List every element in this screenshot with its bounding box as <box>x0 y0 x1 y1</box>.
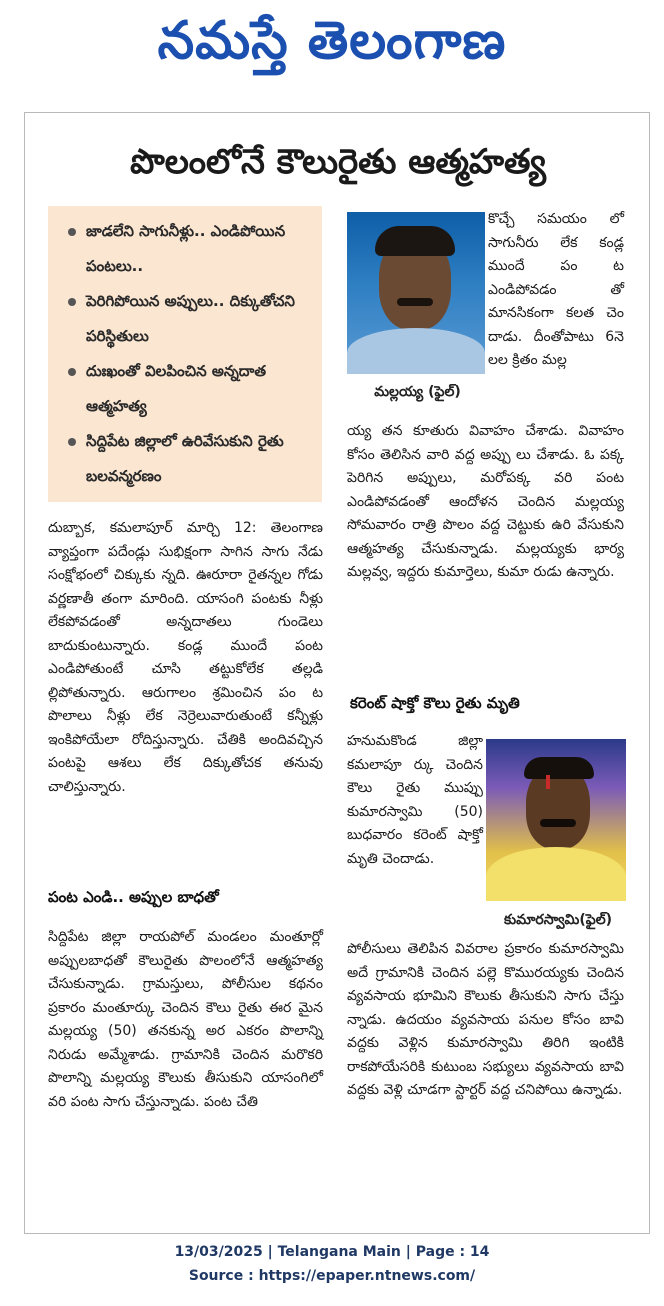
right-second-continued <box>347 938 624 1103</box>
body-text: సిద్దిపేట జిల్లా రాయపోల్ మండలం మంతూర్లో అప్పులబాధతో కౌలురైతు పొలంలోనే ఆత్మహత్య చేసుకున్నాడు. గ్రామస్తులు, పోలీసుల కథనం ప్రకారం మంతూర్కు చెందిన కౌలు రైతు ఈర మైన మల్లయ్య (50) తనకున్న అర ఎకరం పొలాన్ని నిరుడు అమ్మేశాడు. గ్రామానికి చెందిన మరొకరి పొలాన్ని మల్లయ్య కౌలుకు తీసుకుని యాసంగిలో వరి పంట సాగు చేస్తున్నాడు. పంట చేతి <box>48 929 323 1110</box>
subhead-current-shock: కరెంట్ షాక్తో కౌలు రైతు మృతి <box>350 694 520 712</box>
photo2-caption: కుమారస్వామి(ఫైల్) <box>503 912 613 928</box>
right-column-continued <box>347 420 624 585</box>
article-headline: పొలంలోనే కౌలురైతు ఆత్మహత్య <box>130 142 546 182</box>
mallaiah-photo <box>347 212 485 374</box>
left-column-second <box>48 926 323 1114</box>
highlight-item: సిద్దిపేట జిల్లాలో ఉరివేసుకుని రైతు బలవన్మరణం <box>66 424 314 494</box>
body-text: దుబ్బాక, కమలాపూర్ మార్చి 12: తెలంగాణ వ్యాప్తంగా పదేండ్లు సుభిక్షంగా సాగిన సాగు నేడు సంక్షోభంలో చిక్కుకు న్నది. ఊరూరా రైతన్నల గోడు వర్ణణాతీ తంగా మారింది. యాసంగి పంటకు నీళ్లు లేకపోవడంతో అన్నదాతలు గుండెలు బాదుకుంటున్నారు. కండ్ల ముందే పంట ఎండిపోతుంటే చూసి తట్టుకోలేక తల్లడి ల్లిపోతున్నారు. ఆరుగాలం శ్రమించిన పం ట పొలాలు నీళ్లు లేక నెర్రెలువారుతుంటే కన్నీళ్లు ఇంకిపోయేలా రోదిస్తున్నారు. చేతికి అందివచ్చిన పంటపై ఆశలు లేక దిక్కుతోచక తనువు చాలిస్తున్నారు. <box>48 520 323 795</box>
kumaraswamy-photo <box>486 739 626 901</box>
right-column-top <box>488 208 624 373</box>
body-text: కొచ్చే సమయం లో సాగునీరు లేక కండ్ల ముందే పం ట ఎండిపోవడం తో మానసికంగా కలత చెం దాడు. దీంతోపాటు 6నె లల క్రితం మల్ల <box>488 211 624 368</box>
highlight-item: పెరిగిపోయిన అప్పులు.. దిక్కుతోచని పరిస్థితులు <box>66 284 314 354</box>
highlights-box <box>48 206 322 502</box>
body-text: హనుమకొండ జిల్లా కమలాపూ ర్కు చెందిన కౌలు రైతు ముప్పు కుమారస్వామి (50) బుధవారం కరెంట్ షాక్తో మృతి చెందాడు. <box>347 733 483 867</box>
footer-date-line: 13/03/2025 | Telangana Main | Page : 14 <box>174 1244 490 1260</box>
masthead-title: నమస్తే తెలంగాణ <box>157 11 507 71</box>
highlight-item: జాడలేని సాగునీళ్లు.. ఎండిపోయిన పంటలు.. <box>66 214 314 284</box>
highlight-item: దుఃఖంతో విలపించిన అన్నదాత ఆత్మహత్య <box>66 354 314 424</box>
body-text: పోలీసులు తెలిపిన వివరాల ప్రకారం కుమారస్వామి అదే గ్రామానికి చెందిన పల్లె కొమురయ్యకు చెందిన వ్యవసాయ భూమిని కౌలుకు తీసుకుని సాగు చేస్తు న్నాడు. ఉదయం వ్యవసాయ పనుల కోసం బావి వద్దకు వెళ్లిన కుమారస్వామి తిరిగి ఇంటికి రాకపోయేసరికి కుటుంబ సభ్యులు వ్యవసాయ బావి వద్దకు వెళ్లి చూడగా స్టార్టర్ వద్ద చనిపోయి ఉన్నాడు. <box>347 941 624 1098</box>
left-column-main <box>48 517 323 799</box>
subhead-crop-dried: పంట ఎండి.. అప్పుల బాధతో <box>48 888 219 906</box>
photo1-caption: మల్లయ్య (ఫైల్) <box>374 384 461 400</box>
right-second-top <box>347 730 483 871</box>
masthead <box>0 0 664 95</box>
footer-source-line: Source : https://epaper.ntnews.com/ <box>188 1268 476 1284</box>
body-text: య్య తన కూతురు వివాహం చేశాడు. వివాహం కోసం తెలిసిన వారి వద్ద అప్పు లు చేశాడు. ఓ పక్క పెరిగిన అప్పులు, మరోపక్క వరి పంట ఎండిపోవడంతో ఆందోళన చెందిన మల్లయ్య సోమవారం రాత్రి పొలం వద్ద చెట్టుకు ఉరి వేసుకుని ఆత్మహత్య చేసుకున్నాడు. మల్లయ్యకు భార్య మల్లవ్వ, ఇద్దరు కుమార్తెలు, కుమా రుడు ఉన్నారు. <box>347 423 624 580</box>
